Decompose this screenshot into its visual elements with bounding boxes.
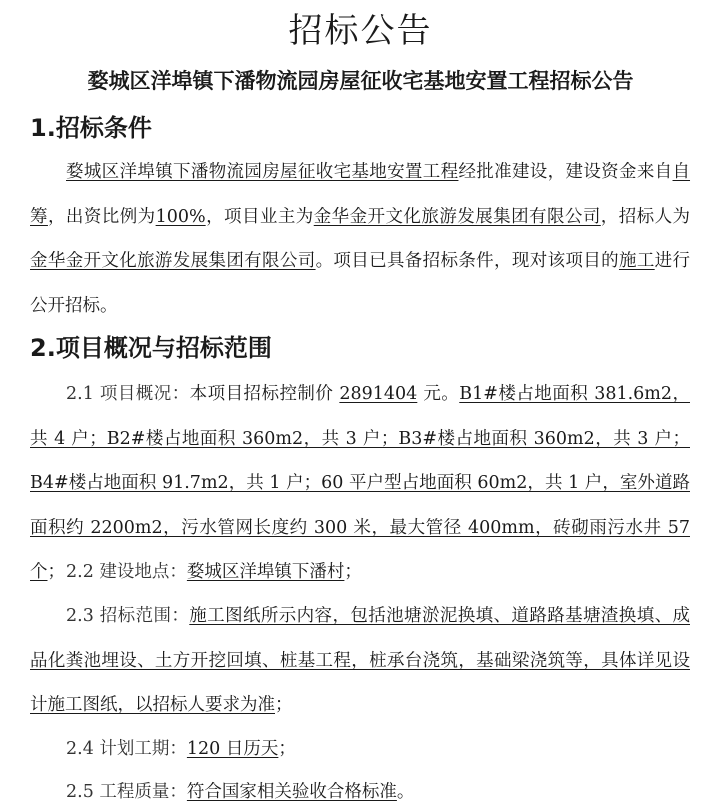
text-segment: ； xyxy=(278,739,296,759)
text-segment: 本项目招标控制价 xyxy=(189,384,340,404)
text-segment: ，招标人为 xyxy=(600,206,691,227)
control-price: 2891404 xyxy=(339,384,418,404)
tender-scope-type: 施工 xyxy=(618,251,655,271)
project-quality: 符合国家相关验收合格标准 xyxy=(186,782,397,802)
text-segment: 经批准建设，建设资金来自 xyxy=(458,162,673,182)
text-segment: ； xyxy=(275,695,293,715)
tender-scope: 施工图纸所示内容，包括池塘淤泥换填、道路路基塘渣换填、成品化粪池埋设、土方开挖回填、桩基工程，桩承台浇筑，基础梁浇筑等，具体详见设计施工图纸，以招标人要求为准 xyxy=(30,606,690,715)
text-segment: ，项目业主为 xyxy=(205,206,314,227)
project-quality-item xyxy=(66,776,414,808)
tender-conditions-paragraph xyxy=(30,150,690,328)
construction-location: 婺城区洋埠镇下潘村 xyxy=(186,562,345,582)
text-segment: 元。 xyxy=(417,384,460,404)
project-owner: 金华金开文化旅游发展集团有限公司 xyxy=(313,206,601,227)
text-segment: ； xyxy=(344,562,362,582)
tender-scope-paragraph xyxy=(30,594,690,728)
project-name: 婺城区洋埠镇下潘物流园房屋征收宅基地安置工程 xyxy=(66,162,459,182)
document-title: 招标公告 xyxy=(288,11,433,51)
item-label: 2.2 建设地点： xyxy=(66,562,187,582)
announcement-subtitle: 婺城区洋埠镇下潘物流园房屋征收宅基地安置工程招标公告 xyxy=(87,69,634,93)
item-label: 2.1 项目概况： xyxy=(66,384,190,404)
item-label: 2.3 招标范围： xyxy=(66,606,190,626)
item-label: 2.4 计划工期： xyxy=(66,739,187,759)
funding-ratio: 100% xyxy=(155,206,206,227)
building-details: B1#楼占地面积 381.6m2，共 4 户；B2#楼占地面积 360m2，共 3 户；B3#楼占地面积 360m2，共 3 户；B4#楼占地面积 91.7m2，共 1 户；60 平户型占地面积 60m2，共 1 户，室外道路面积约 2200m2，污水管网长度约 300 米，最大管径 400mm，砖砌雨污水井 57 个 xyxy=(30,384,690,582)
item-label: 2.5 工程质量： xyxy=(66,782,187,802)
fund-source: 自筹 xyxy=(30,162,691,227)
text-segment: 。项目已具备招标条件，现对该项目的 xyxy=(315,251,619,271)
text-segment: ，出资比例为 xyxy=(47,206,156,227)
section-heading-project-overview: 2.项目概况与招标范围 xyxy=(30,334,272,362)
section-heading-tender-conditions: 1.招标条件 xyxy=(30,114,152,142)
tenderer-name: 金华金开文化旅游发展集团有限公司 xyxy=(30,251,316,271)
construction-location-item xyxy=(66,556,362,588)
planned-duration: 120 日历天 xyxy=(186,739,279,759)
planned-duration-item xyxy=(66,733,296,765)
text-segment: 。 xyxy=(396,782,415,802)
text-segment: 进行公开招标。 xyxy=(30,251,691,316)
text-segment: ； xyxy=(47,562,65,582)
